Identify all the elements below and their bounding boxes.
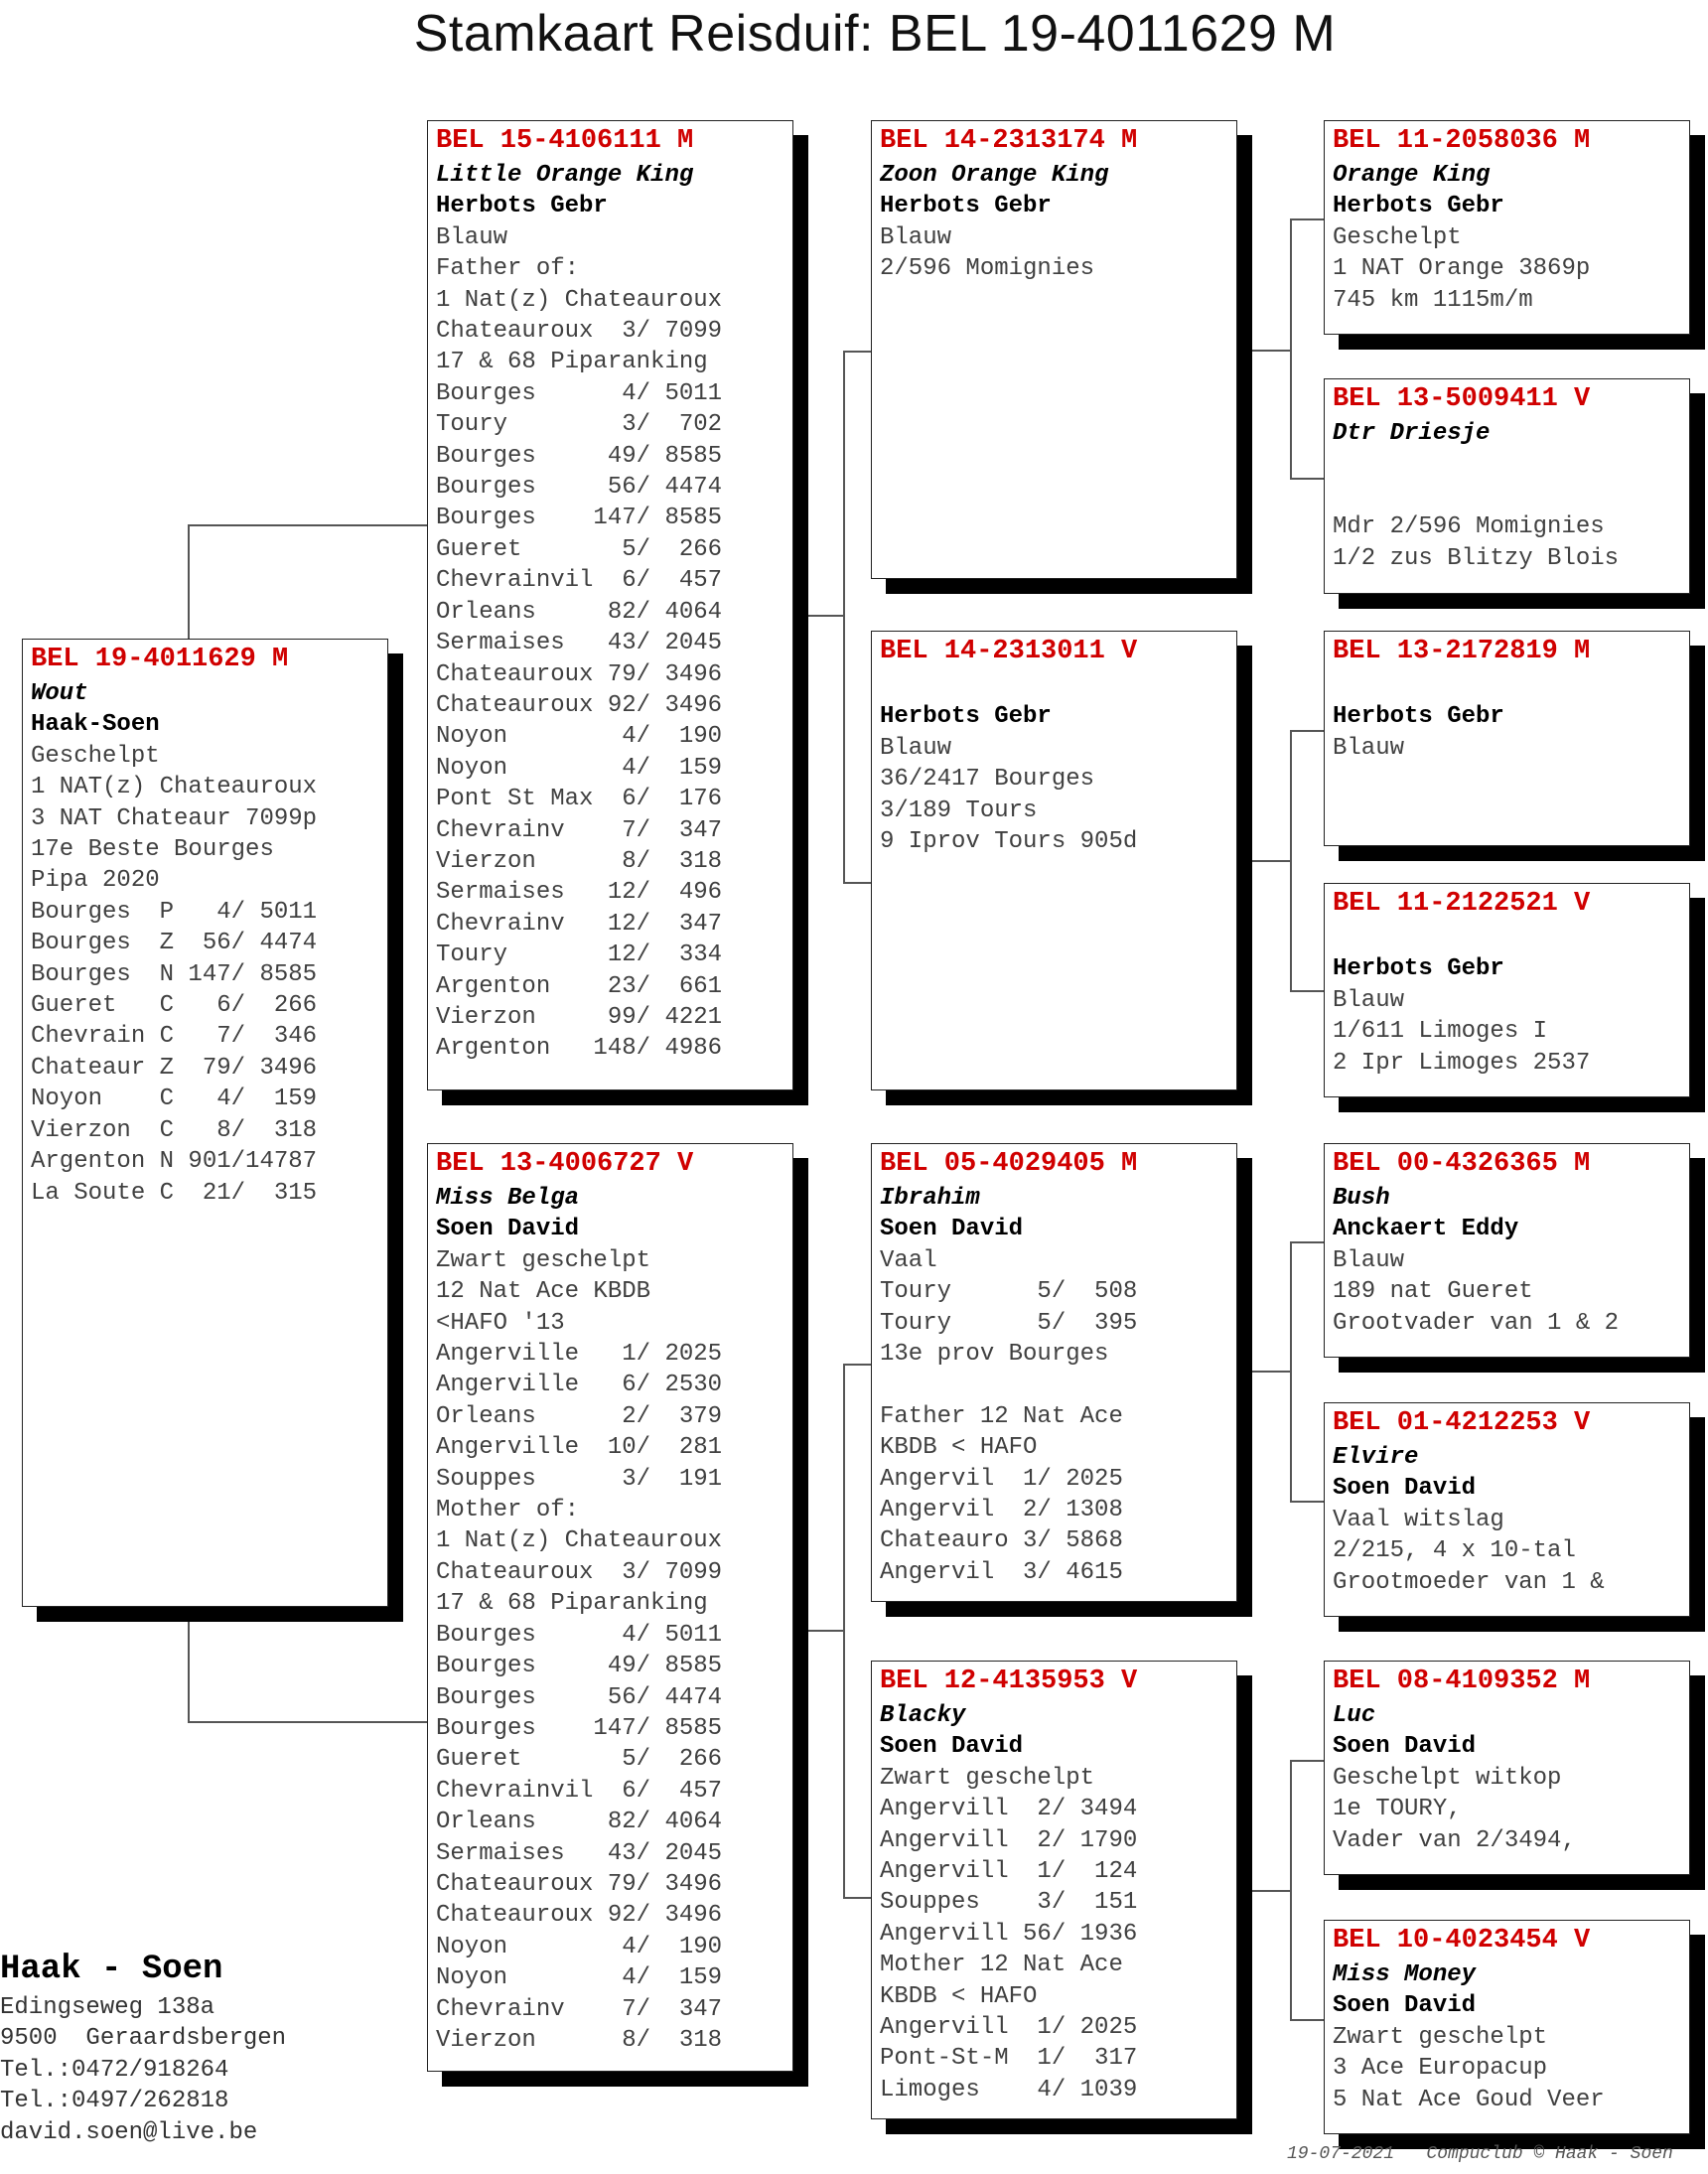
pigeon-info-line: Mother of:: [436, 1497, 580, 1524]
pigeon-info-line: Angervill 56/ 1936: [880, 1920, 1138, 1948]
pigeon-owner: Herbots Gebr: [1333, 193, 1504, 220]
pigeon-info-line: Grootvader van 1 & 2: [1333, 1309, 1620, 1337]
ring-number: BEL 13-4006727 V: [436, 1149, 694, 1179]
pigeon-info-line: Vaal: [880, 1246, 937, 1274]
pigeon-info-line: Grootmoeder van 1 &: [1333, 1568, 1605, 1596]
pigeon-info-line: 745 km 1115m/m: [1333, 286, 1533, 314]
pigeon-info-line: Noyon 4/ 190: [436, 1933, 723, 1960]
connector-line: [1290, 1760, 1324, 1762]
pigeon-info-line: Zwart geschelpt: [1333, 2023, 1548, 2051]
pigeon-info-line: Chevrainv 12/ 347: [436, 910, 723, 938]
pigeon-info-line: Mdr 2/596 Momignies: [1333, 513, 1605, 541]
pigeon-info-line: Mother 12 Nat Ace: [880, 1952, 1123, 1979]
pigeon-card-subject[interactable]: [22, 639, 388, 1607]
breeder-phone-1: Tel.:0472/918264: [0, 2056, 229, 2084]
pigeon-info-line: Vierzon 8/ 318: [436, 847, 723, 875]
connector-line: [792, 615, 843, 617]
connector-line: [1290, 1241, 1292, 1502]
pigeon-info-line: 5 Nat Ace Goud Veer: [1333, 2086, 1605, 2113]
connector-line: [1290, 730, 1292, 991]
pigeon-info-line: Toury 3/ 702: [436, 411, 723, 439]
pigeon-info-line: 3 NAT Chateaur 7099p: [31, 804, 318, 832]
pigeon-name: Ibrahim: [880, 1185, 980, 1212]
pigeon-info-line: Bourges 4/ 5011: [436, 379, 723, 407]
pigeon-info-line: 1e TOURY,: [1333, 1796, 1462, 1823]
pigeon-info-line: Chevrainv 7/ 347: [436, 816, 723, 844]
pigeon-name: Little Orange King: [436, 162, 694, 189]
pigeon-card-mmm[interactable]: [1324, 1920, 1690, 2134]
pigeon-info-line: 13e prov Bourges: [880, 1341, 1109, 1369]
pigeon-info-line: Vader van 2/3494,: [1333, 1826, 1576, 1854]
pigeon-info-line: Bourges 4/ 5011: [436, 1621, 723, 1649]
pigeon-info-line: Blauw: [1333, 1246, 1405, 1274]
pigeon-info-line: La Soute C 21/ 315: [31, 1179, 318, 1207]
ring-number: BEL 15-4106111 M: [436, 126, 694, 156]
pigeon-info-line: Toury 5/ 395: [880, 1309, 1138, 1337]
pigeon-info-line: [1333, 481, 1681, 511]
connector-line: [188, 524, 190, 640]
pigeon-info-line: KBDB < HAFO: [880, 1982, 1038, 2010]
pigeon-info-line: Vierzon 99/ 4221: [436, 1003, 723, 1031]
pigeon-info-line: Noyon C 4/ 159: [31, 1086, 318, 1113]
ring-number: BEL 14-2313011 V: [880, 637, 1138, 666]
connector-line: [1236, 860, 1290, 862]
pigeon-owner: Anckaert Eddy: [1333, 1216, 1519, 1243]
pigeon-info-line: Chevrain C 7/ 346: [31, 1023, 318, 1051]
pigeon-info-line: Orleans 82/ 4064: [436, 598, 723, 626]
pigeon-info-line: Argenton N 901/14787: [31, 1148, 318, 1176]
pigeon-info-line: Vierzon C 8/ 318: [31, 1116, 318, 1144]
pigeon-owner: Herbots Gebr: [1333, 703, 1504, 731]
breeder-city: 9500 Geraardsbergen: [0, 2025, 287, 2053]
pigeon-info-line: 1 Nat(z) Chateauroux: [436, 1527, 723, 1555]
pigeon-card-fff[interactable]: [1324, 120, 1690, 335]
pigeon-info-line: Geschelpt: [1333, 223, 1462, 251]
connector-line: [843, 1364, 845, 1898]
connector-line: [188, 1721, 427, 1723]
ring-number: BEL 10-4023454 V: [1333, 1926, 1591, 1956]
connector-line: [1290, 1241, 1324, 1243]
pigeon-info-line: KBDB < HAFO: [880, 1434, 1038, 1462]
pigeon-card-mother-mother[interactable]: [871, 1661, 1237, 2119]
pigeon-info-line: Limoges 4/ 1039: [880, 2076, 1138, 2103]
pigeon-info-line: Noyon 4/ 159: [436, 1964, 723, 1992]
ring-number: BEL 13-2172819 M: [1333, 637, 1591, 666]
pigeon-info-line: 17 & 68 Piparanking: [436, 1590, 708, 1618]
pigeon-info-line: Argenton 23/ 661: [436, 972, 723, 1000]
pigeon-card-mfm[interactable]: [1324, 1402, 1690, 1617]
connector-line: [843, 882, 871, 884]
pigeon-info-line: Chevrainvil 6/ 457: [436, 567, 723, 595]
pigeon-owner: Soen David: [880, 1216, 1024, 1243]
connector-line: [1236, 1890, 1290, 1892]
pigeon-card-mother-father[interactable]: [871, 1143, 1237, 1602]
connector-line: [188, 524, 427, 526]
pigeon-info-line: Chateauroux 92/ 3496: [436, 691, 723, 719]
footer-credit: 19-07-2021 Compuclub © Haak - Soen: [1287, 2144, 1673, 2164]
pigeon-info-line: Bourges Z 56/ 4474: [31, 930, 318, 957]
pigeon-info-line: Orleans 82/ 4064: [436, 1809, 723, 1836]
pigeon-info-line: Sermaises 12/ 496: [436, 879, 723, 907]
pigeon-info-line: Chevrainvil 6/ 457: [436, 1777, 723, 1805]
pigeon-info-line: [1333, 923, 1681, 953]
pigeon-info-line: Vaal witslag: [1333, 1506, 1504, 1533]
pigeon-card-fmf[interactable]: [1324, 631, 1690, 846]
connector-line: [1290, 730, 1324, 732]
connector-line: [1290, 478, 1324, 480]
pigeon-info-line: <HAFO '13: [436, 1309, 565, 1337]
pigeon-info-line: Zwart geschelpt: [436, 1246, 651, 1274]
pigeon-info-line: Chateauroux 79/ 3496: [436, 1870, 723, 1898]
pigeon-info-line: Blauw: [880, 734, 952, 762]
breeder-name: Haak - Soen: [0, 1951, 223, 1988]
ring-number: BEL 19-4011629 M: [31, 645, 289, 674]
pigeon-info-line: Angervil 3/ 4615: [880, 1558, 1123, 1586]
pigeon-info-line: 2/596 Momignies: [880, 255, 1095, 283]
pigeon-info-line: Toury 12/ 334: [436, 942, 723, 969]
pigeon-info-line: Blauw: [1333, 986, 1405, 1014]
pigeon-info-line: 3/189 Tours: [880, 797, 1038, 824]
pigeon-info-line: Chateauroux 3/ 7099: [436, 318, 723, 346]
pigeon-info-line: Angervil 1/ 2025: [880, 1465, 1123, 1493]
pigeon-owner: Soen David: [436, 1216, 580, 1243]
pigeon-info-line: Father 12 Nat Ace: [880, 1402, 1123, 1430]
connector-line: [792, 1630, 843, 1632]
pigeon-info-line: Bourges 56/ 4474: [436, 1683, 723, 1711]
pigeon-info-line: Geschelpt witkop: [1333, 1764, 1562, 1792]
connector-line: [1290, 1501, 1324, 1503]
pigeon-info-line: 1/2 zus Blitzy Blois: [1333, 544, 1620, 572]
pigeon-name: Orange King: [1333, 162, 1491, 189]
pigeon-info-line: 2/215, 4 x 10-tal: [1333, 1537, 1576, 1565]
pigeon-info-line: 9 Iprov Tours 905d: [880, 828, 1138, 856]
pigeon-info-line: 1 NAT(z) Chateauroux: [31, 774, 318, 801]
pigeon-info-line: 1 Nat(z) Chateauroux: [436, 286, 723, 314]
pigeon-info-line: Father of:: [436, 255, 580, 283]
ring-number: BEL 14-2313174 M: [880, 126, 1138, 156]
pigeon-info-line: Vierzon 8/ 318: [436, 2026, 723, 2054]
pigeon-info-line: Angervill 2/ 3494: [880, 1796, 1138, 1823]
pigeon-info-line: Blauw: [1333, 734, 1405, 762]
pigeon-info-line: Noyon 4/ 159: [436, 754, 723, 782]
pigeon-info-line: Bourges N 147/ 8585: [31, 960, 318, 988]
connector-line: [188, 1607, 190, 1722]
pigeon-name: Elvire: [1333, 1444, 1419, 1471]
pigeon-info-line: Souppes 3/ 191: [436, 1465, 723, 1493]
pigeon-info-line: Chateauroux 3/ 7099: [436, 1558, 723, 1586]
pigeon-info-line: Argenton 148/ 4986: [436, 1035, 723, 1063]
breeder-email[interactable]: david.soen@live.be: [0, 2118, 258, 2146]
pigeon-info-line: 2 Ipr Limoges 2537: [1333, 1049, 1591, 1077]
pigeon-name: Luc: [1333, 1702, 1376, 1729]
pigeon-name: Dtr Driesje: [1333, 420, 1491, 447]
pigeon-owner: Herbots Gebr: [880, 703, 1052, 731]
ring-number: BEL 11-2122521 V: [1333, 889, 1591, 919]
pigeon-info-line: [880, 670, 1228, 701]
connector-line: [843, 1897, 871, 1899]
pigeon-info-line: 12 Nat Ace KBDB: [436, 1278, 651, 1306]
page-title: Stamkaart Reisduif: BEL 19-4011629 M: [413, 5, 1337, 63]
pigeon-info-line: [880, 1370, 1228, 1400]
pigeon-name: Miss Belga: [436, 1185, 580, 1212]
ring-number: BEL 00-4326365 M: [1333, 1149, 1591, 1179]
pigeon-info-line: Bourges P 4/ 5011: [31, 898, 318, 926]
pigeon-info-line: 17e Beste Bourges: [31, 836, 274, 864]
connector-line: [1290, 1760, 1292, 2020]
pigeon-info-line: Bourges 147/ 8585: [436, 1714, 723, 1742]
pigeon-card-mother[interactable]: [427, 1143, 793, 2072]
pigeon-info-line: 3 Ace Europacup: [1333, 2055, 1548, 2083]
pigeon-info-line: Angerville 6/ 2530: [436, 1372, 723, 1399]
pigeon-info-line: 1/611 Limoges I: [1333, 1018, 1548, 1046]
pigeon-info-line: Gueret C 6/ 266: [31, 992, 318, 1020]
connector-line: [1236, 1371, 1290, 1373]
pigeon-owner: Soen David: [1333, 1475, 1477, 1503]
pigeon-info-line: Chateauroux 79/ 3496: [436, 660, 723, 688]
pigeon-info-line: Chateauroux 92/ 3496: [436, 1902, 723, 1930]
pigeon-card-ffm[interactable]: [1324, 378, 1690, 594]
pigeon-name: Blacky: [880, 1702, 966, 1729]
connector-line: [843, 1364, 871, 1366]
pigeon-info-line: Chevrainv 7/ 347: [436, 1995, 723, 2023]
pigeon-info-line: Angerville 10/ 281: [436, 1434, 723, 1462]
pigeon-owner: Herbots Gebr: [1333, 955, 1504, 983]
pigeon-info-line: Noyon 4/ 190: [436, 723, 723, 751]
breeder-address: Edingseweg 138a: [0, 1994, 215, 2021]
connector-line: [1290, 2019, 1324, 2021]
pigeon-name: Zoon Orange King: [880, 162, 1109, 189]
pigeon-info-line: 189 nat Gueret: [1333, 1278, 1533, 1306]
pigeon-info-line: Angervill 2/ 1790: [880, 1826, 1138, 1854]
pigeon-info-line: Zwart geschelpt: [880, 1764, 1095, 1792]
ring-number: BEL 01-4212253 V: [1333, 1408, 1591, 1438]
pigeon-card-father-mother[interactable]: [871, 631, 1237, 1090]
pigeon-card-mmf[interactable]: [1324, 1661, 1690, 1875]
pigeon-owner: Soen David: [1333, 1992, 1477, 2020]
pigeon-info-line: Toury 5/ 508: [880, 1278, 1138, 1306]
pigeon-info-line: [1333, 449, 1681, 480]
connector-line: [843, 351, 871, 353]
pigeon-info-line: Bourges 49/ 8585: [436, 442, 723, 470]
pigeon-info-line: Orleans 2/ 379: [436, 1402, 723, 1430]
pigeon-info-line: Sermaises 43/ 2045: [436, 630, 723, 657]
pigeon-info-line: Souppes 3/ 151: [880, 1889, 1138, 1917]
pigeon-info-line: Sermaises 43/ 2045: [436, 1839, 723, 1867]
pigeon-info-line: Gueret 5/ 266: [436, 1746, 723, 1774]
breeder-info: [0, 1947, 286, 2148]
connector-line: [843, 351, 845, 883]
connector-line: [1290, 218, 1324, 220]
pigeon-name: Miss Money: [1333, 1961, 1477, 1988]
pigeon-name: Bush: [1333, 1185, 1390, 1212]
pigeon-info-line: 1 NAT Orange 3869p: [1333, 255, 1591, 283]
pigeon-info-line: Bourges 49/ 8585: [436, 1653, 723, 1680]
connector-line: [1290, 990, 1324, 992]
pigeon-info-line: Bourges 56/ 4474: [436, 474, 723, 502]
pigeon-info-line: Pont-St-M 1/ 317: [880, 2045, 1138, 2073]
ring-number: BEL 11-2058036 M: [1333, 126, 1591, 156]
pigeon-info-line: Chateauro 3/ 5868: [880, 1527, 1123, 1555]
ring-number: BEL 08-4109352 M: [1333, 1667, 1591, 1696]
pigeon-info-line: Angervill 1/ 124: [880, 1858, 1138, 1886]
pigeon-card-mff[interactable]: [1324, 1143, 1690, 1358]
pigeon-info-line: Pont St Max 6/ 176: [436, 786, 723, 813]
pigeon-owner: Herbots Gebr: [436, 193, 608, 220]
pigeon-owner: Soen David: [1333, 1733, 1477, 1761]
ring-number: BEL 12-4135953 V: [880, 1667, 1138, 1696]
pigeon-info-line: [1333, 670, 1681, 701]
pigeon-info-line: 36/2417 Bourges: [880, 766, 1095, 794]
pigeon-info-line: Pipa 2020: [31, 867, 160, 895]
pigeon-owner: Haak-Soen: [31, 711, 160, 739]
pigeon-info-line: Angervill 1/ 2025: [880, 2014, 1138, 2042]
pigeon-info-line: Angervil 2/ 1308: [880, 1497, 1123, 1524]
connector-line: [1290, 218, 1292, 479]
pigeon-card-father-father[interactable]: [871, 120, 1237, 579]
pigeon-info-line: Chateaur Z 79/ 3496: [31, 1054, 318, 1082]
pigeon-owner: Soen David: [880, 1733, 1024, 1761]
pigeon-owner: Herbots Gebr: [880, 193, 1052, 220]
ring-number: BEL 13-5009411 V: [1333, 384, 1591, 414]
pigeon-info-line: Angerville 1/ 2025: [436, 1341, 723, 1369]
pigeon-info-line: Blauw: [880, 223, 952, 251]
ring-number: BEL 05-4029405 M: [880, 1149, 1138, 1179]
pigeon-card-fmm[interactable]: [1324, 883, 1690, 1097]
pigeon-info-line: Bourges 147/ 8585: [436, 505, 723, 532]
pigeon-info-line: Blauw: [436, 223, 508, 251]
pigeon-info-line: 17 & 68 Piparanking: [436, 349, 708, 376]
pigeon-name: Wout: [31, 680, 88, 707]
pigeon-card-father[interactable]: [427, 120, 793, 1090]
pigeon-info-line: Geschelpt: [31, 742, 160, 770]
connector-line: [1236, 350, 1290, 352]
pigeon-info-line: Gueret 5/ 266: [436, 535, 723, 563]
breeder-phone-2: Tel.:0497/262818: [0, 2088, 229, 2115]
